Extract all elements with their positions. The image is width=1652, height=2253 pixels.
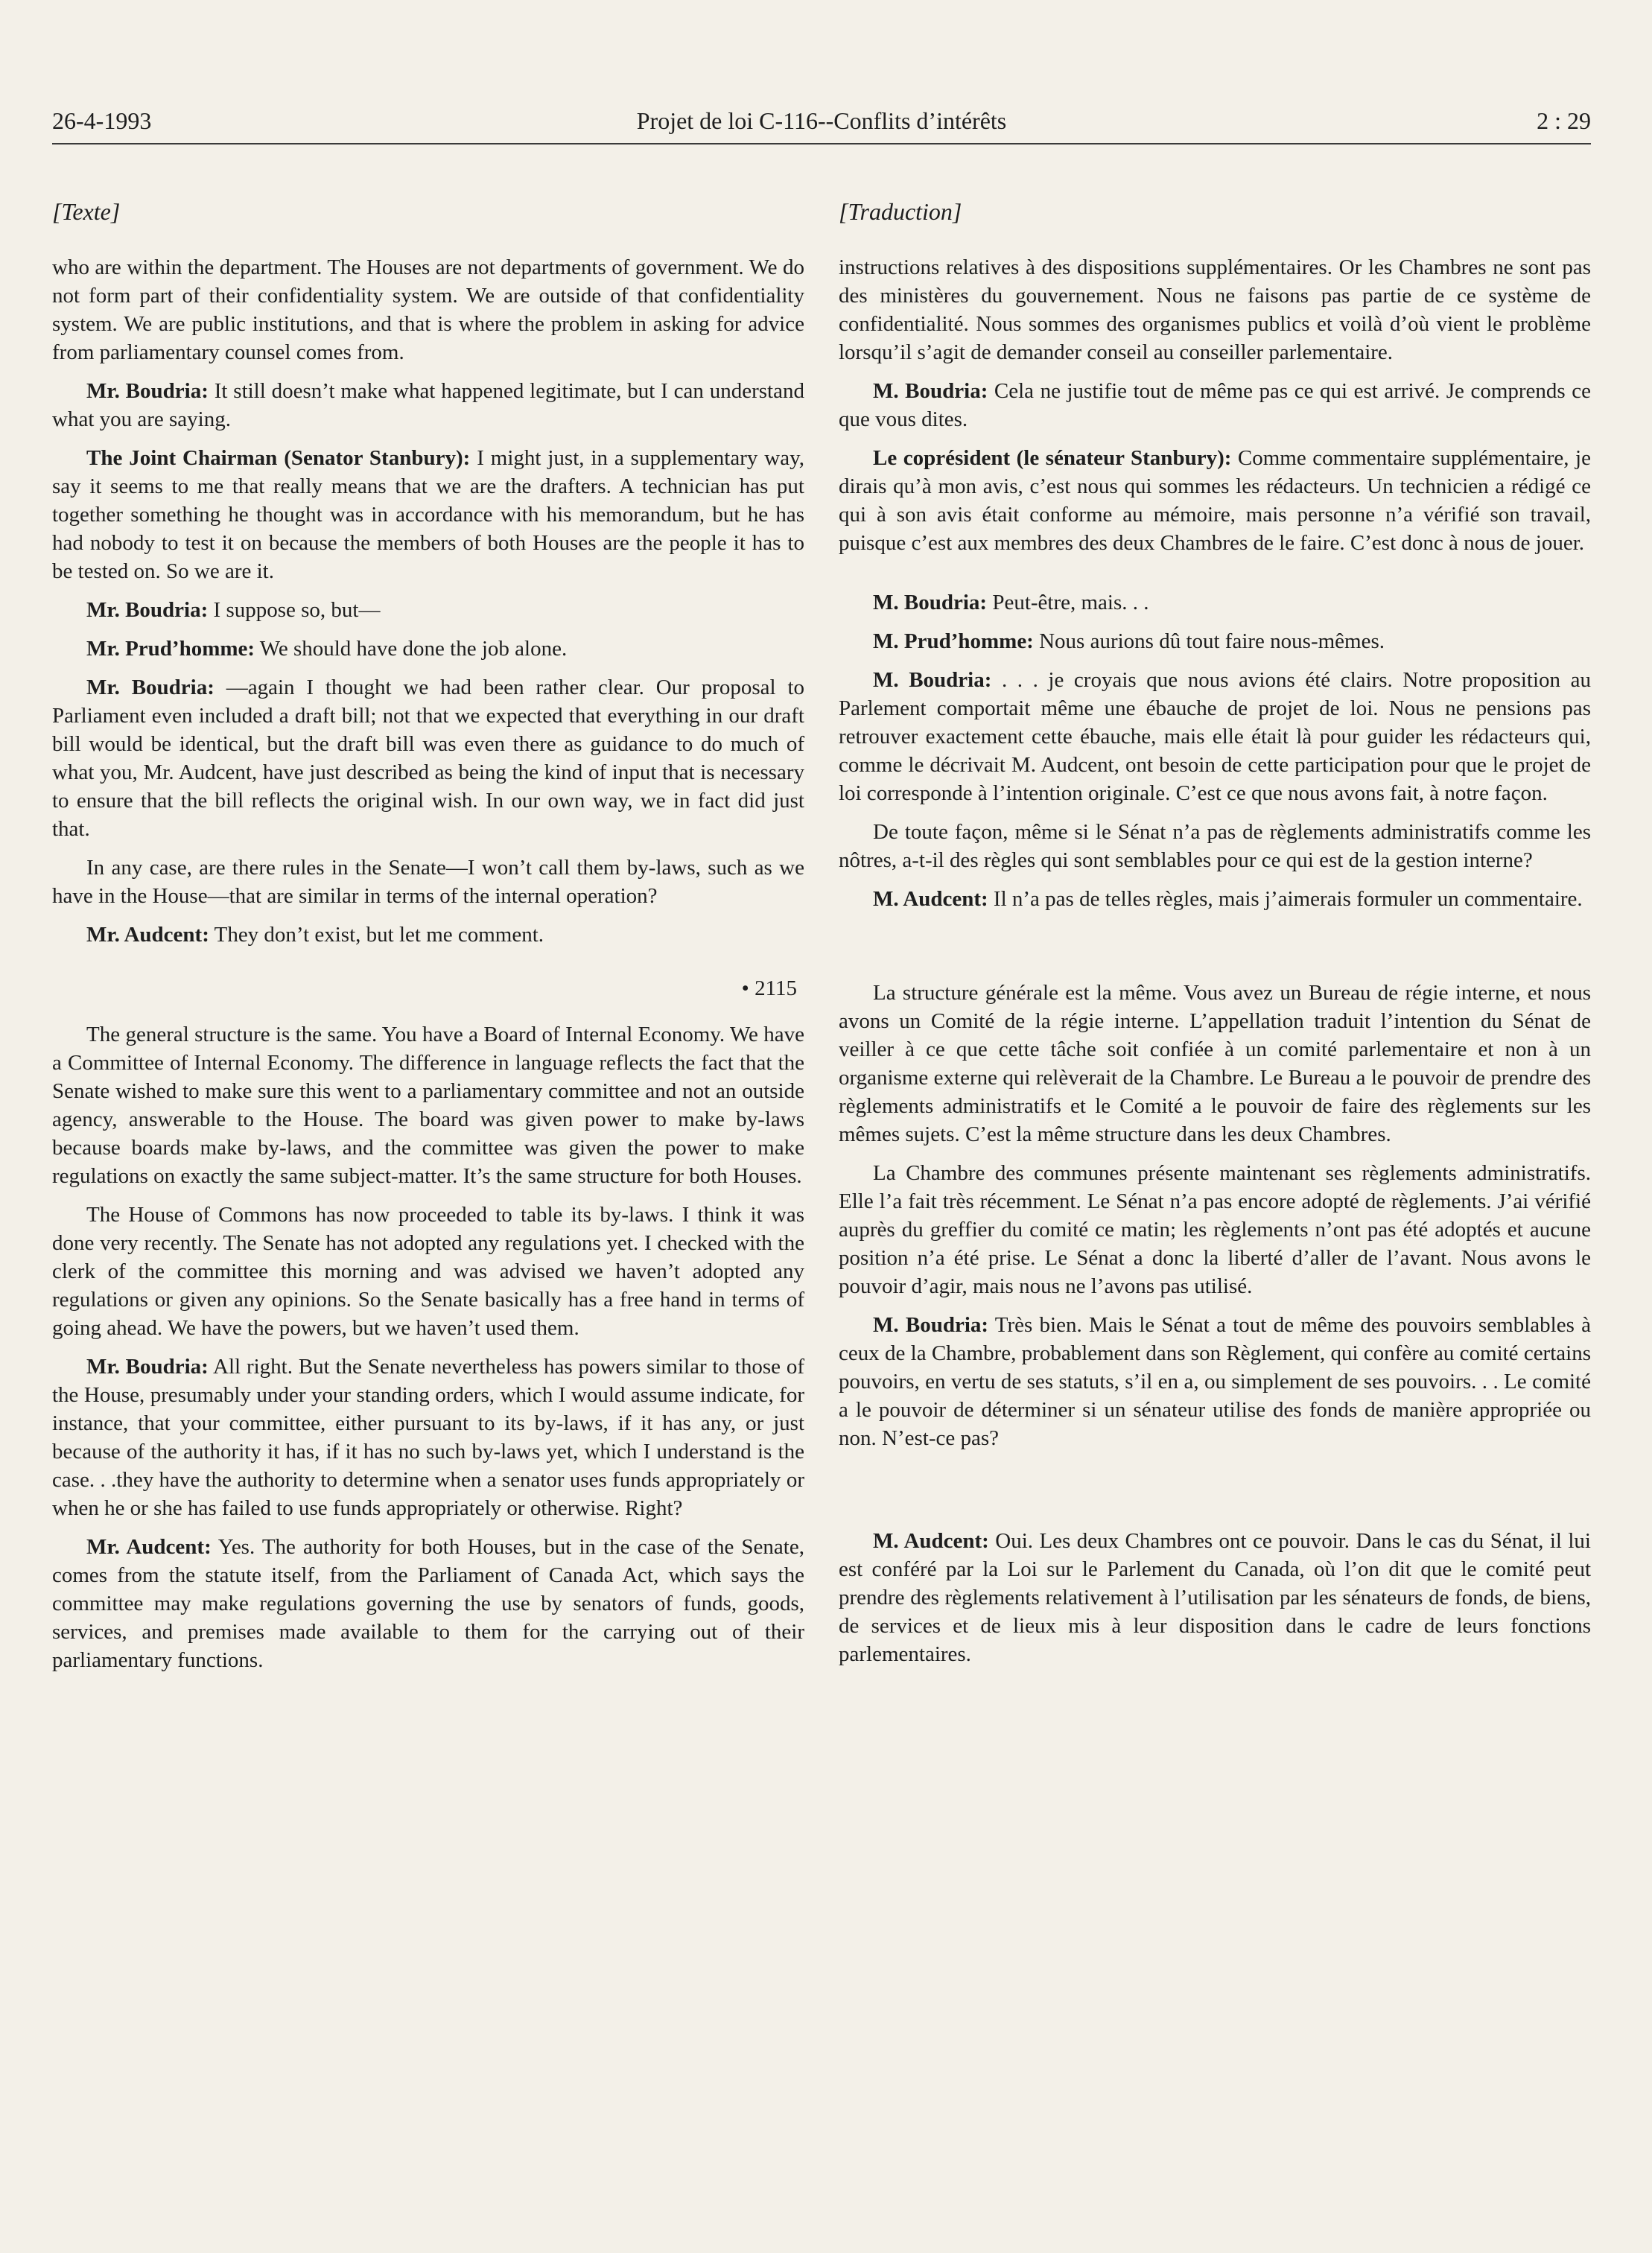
column-tag: [Texte] (52, 198, 121, 225)
paragraph: M. Boudria: Cela ne justifie tout de même pas ce qui est arrivé. Je comprends ce que vous dites. (839, 379, 1591, 431)
paragraph: instructions relatives à des dispositions supplémentaires. Or les Chambres ne sont pas des ministères du gouvernement. Nous ne faisons pas partie de ce système de confidentialité. Nous sommes des organismes publics et voilà d’où vient le problème lorsqu’il s’agit de demander conseil au conseiller parlementaire. (839, 255, 1591, 364)
paragraph: The House of Commons has now proceeded to table its by-laws. I think it was done very recently. The Senate has not adopted any regulations yet. I checked with the clerk of the committee this morning and was advised we haven’t adopted any regulations or given any opinions. So the Senate basically has a free hand in terms of going ahead. We have the powers, but we haven’t used them. (52, 1203, 804, 1340)
paragraph: Mr. Prud’homme: We should have done the job alone. (86, 637, 568, 661)
speaker-name: M. Boudria: (873, 1313, 989, 1337)
header-title: Projet de loi C-116--Conflits d’intérêts (636, 107, 1007, 134)
speaker-name: M. Boudria: (873, 668, 992, 692)
speaker-name: Mr. Boudria: (86, 598, 209, 622)
speaker-name: M. Audcent: (873, 887, 988, 911)
paragraph: M. Audcent: Il n’a pas de telles règles, mais j’aimerais formuler un commentaire. (873, 887, 1583, 911)
speaker-name: Le coprésident (le sénateur Stanbury): (873, 446, 1232, 470)
speaker-name: Mr. Boudria: (86, 379, 209, 403)
speaker-name: M. Audcent: (873, 1529, 989, 1553)
paragraph: Mr. Boudria: —again I thought we had been rather clear. Our proposal to Parliament even included a draft bill; not that we expected that everything in our draft bill would be identical, but the draft bill was even there as guidance to do much of what you, Mr. Audcent, have just described as being the kind of input that is necessary to ensure that the bill reflects the original wish. In our own way, we in fact did just that. (52, 676, 804, 841)
paragraph: who are within the department. The Houses are not departments of government. We do not form part of their confidentiality system. We are outside of that confidentiality system. We are public institutions, and that is where the problem in asking for advice from parliamentary counsel comes from. (52, 255, 804, 364)
header-date: 26-4-1993 (52, 107, 152, 134)
paragraph: The Joint Chairman (Senator Stanbury): I might just, in a supplementary way, say it seems to me that really means that we are the drafters. A technician has put together something he thought was in accordance with his memorandum, but he has had nobody to test it on because the members of both Houses are the people it has to be tested on. So we are it. (52, 446, 804, 583)
spacer (839, 924, 1591, 979)
paragraph: The general structure is the same. You have a Board of Internal Economy. We have a Committee of Internal Economy. The difference in language reflects the fact that the Senate wished to make sure this went to a parliamentary committee and not an outside agency, answerable to the House. The board was given power to make by-laws because boards make by-laws, and the committee was given the power to make regulations on exactly the same subject-matter. It’s the same structure for both Houses. (52, 1023, 804, 1188)
speaker-name: Mr. Prud’homme: (86, 637, 255, 661)
paragraph: La structure générale est la même. Vous avez un Bureau de régie interne, et nous avons un Comité de la régie interne. L’appellation traduit l’intention du Sénat de veiller à ce que cette tâche soit confiée à un comité parlementaire et non à un organisme externe qui relèverait de la Chambre. Le Bureau a le pouvoir de prendre des règlements administratifs et le Comité a le pouvoir de faire des règlements sur les mêmes sujets. C’est la même structure dans les deux Chambres. (839, 981, 1591, 1146)
paragraph: La Chambre des communes présente maintenant ses règlements administratifs. Elle l’a fait très récemment. Le Sénat n’a pas encore adopté de règlements. J’ai vérifié auprès du greffier du comité ce matin; les règlements n’ont pas été adoptés et aucune position n’a été prise. Le Sénat a donc la liberté d’aller de l’avant. Nous avons le pouvoir d’agir, mais nous ne l’avons pas utilisé. (839, 1161, 1591, 1298)
french-column (839, 198, 1591, 1679)
paragraph: M. Audcent: Oui. Les deux Chambres ont ce pouvoir. Dans le cas du Sénat, il lui est conféré par la Loi sur le Parlement du Canada, où l’on dit que le comité peut prendre des règlements relativement à l’utilisation par les sénateurs de fonds, de biens, de services et de lieux mis à leur disposition dans le cadre de leurs fonctions parlementaires. (839, 1529, 1591, 1666)
speaker-name: Mr. Boudria: (86, 676, 215, 699)
speaker-name: M. Boudria: (873, 379, 988, 403)
paragraph: Le coprésident (le sénateur Stanbury): Comme commentaire supplémentaire, je dirais qu’à mon avis, c’est nous qui sommes les rédacteurs. Un technicien a rédigé ce qui à son avis était conforme au mémoire, mais personne n’a vérifié son travail, puisque c’est aux membres des deux Chambres de le faire. C’est donc à nous de jouer. (839, 446, 1591, 555)
spacer (839, 1463, 1591, 1527)
paragraph: Mr. Audcent: Yes. The authority for both Houses, but in the case of the Senate, comes from the statute itself, from the Parliament of Canada Act, which says the committee may make regulations governing the use by senators of funds, goods, services, and premises made available to them for the carrying out of their parliamentary functions. (52, 1535, 804, 1672)
header-rule (52, 143, 1591, 144)
paragraph: De toute façon, même si le Sénat n’a pas de règlements administratifs comme les nôtres, a-t-il des règles qui sont semblables pour ce qui est de la gestion interne? (839, 820, 1591, 872)
paragraph: M. Prud’homme: Nous aurions dû tout faire nous-mêmes. (873, 629, 1385, 653)
speaker-name: M. Boudria: (873, 591, 988, 614)
paragraph: Mr. Boudria: I suppose so, but— (86, 598, 381, 622)
speaker-name: Mr. Audcent: (86, 1535, 212, 1559)
speaker-name: M. Prud’homme: (873, 629, 1034, 653)
spacer (839, 568, 1591, 588)
header-page-number: 2 : 29 (1537, 107, 1591, 134)
paragraph: Mr. Audcent: They don’t exist, but let me comment. (86, 923, 544, 947)
paragraph: M. Boudria: . . . je croyais que nous avions été clairs. Notre proposition au Parlement comportait même une ébauche de projet de loi. Nous ne pensions pas retrouver exactement cette ébauche, mais elle était là pour guider les rédacteurs qui, comme le décrivait M. Audcent, ont besoin de cette participation pour que le projet de loi corresponde à l’intention originale. C’est ce que nous avons fait, à notre façon. (839, 668, 1591, 805)
speaker-name: Mr. Boudria: (86, 1355, 209, 1379)
page-header (52, 107, 1591, 142)
paragraph: In any case, are there rules in the Senate—I won’t call them by-laws, such as we have in the House—that are similar in terms of the internal operation? (52, 856, 804, 908)
time-marker: • 2115 (741, 976, 797, 1000)
speaker-name: The Joint Chairman (Senator Stanbury): (86, 446, 471, 470)
paragraph: Mr. Boudria: All right. But the Senate nevertheless has powers similar to those of the House, presumably under your standing orders, which I would assume indicate, for instance, that your committee, either pursuant to its by-laws, if it has any, or just because of the authority it has, if it has no such by-laws yet, which I understand is the case. . .they have the authority to determine when a senator uses funds appropriately or when he or she has failed to use funds appropriately or otherwise. Right? (52, 1355, 804, 1520)
paragraph: M. Boudria: Peut-être, mais. . . (873, 591, 1149, 614)
column-tag: [Traduction] (839, 198, 962, 225)
speaker-name: Mr. Audcent: (86, 923, 209, 947)
paragraph: M. Boudria: Très bien. Mais le Sénat a tout de même des pouvoirs semblables à ceux de la Chambre, probablement dans son Règlement, qui confère au comité certains pouvoirs, en vertu de ses statuts, s’il en a, ou simplement de ses pouvoirs. . . Le comité a le pouvoir de déterminer si un sénateur utilise des fonds de manière appropriée ou non. N’est-ce pas? (839, 1313, 1591, 1450)
english-column (52, 198, 804, 1685)
paragraph: Mr. Boudria: It still doesn’t make what happened legitimate, but I can understand what you are saying. (52, 379, 804, 431)
